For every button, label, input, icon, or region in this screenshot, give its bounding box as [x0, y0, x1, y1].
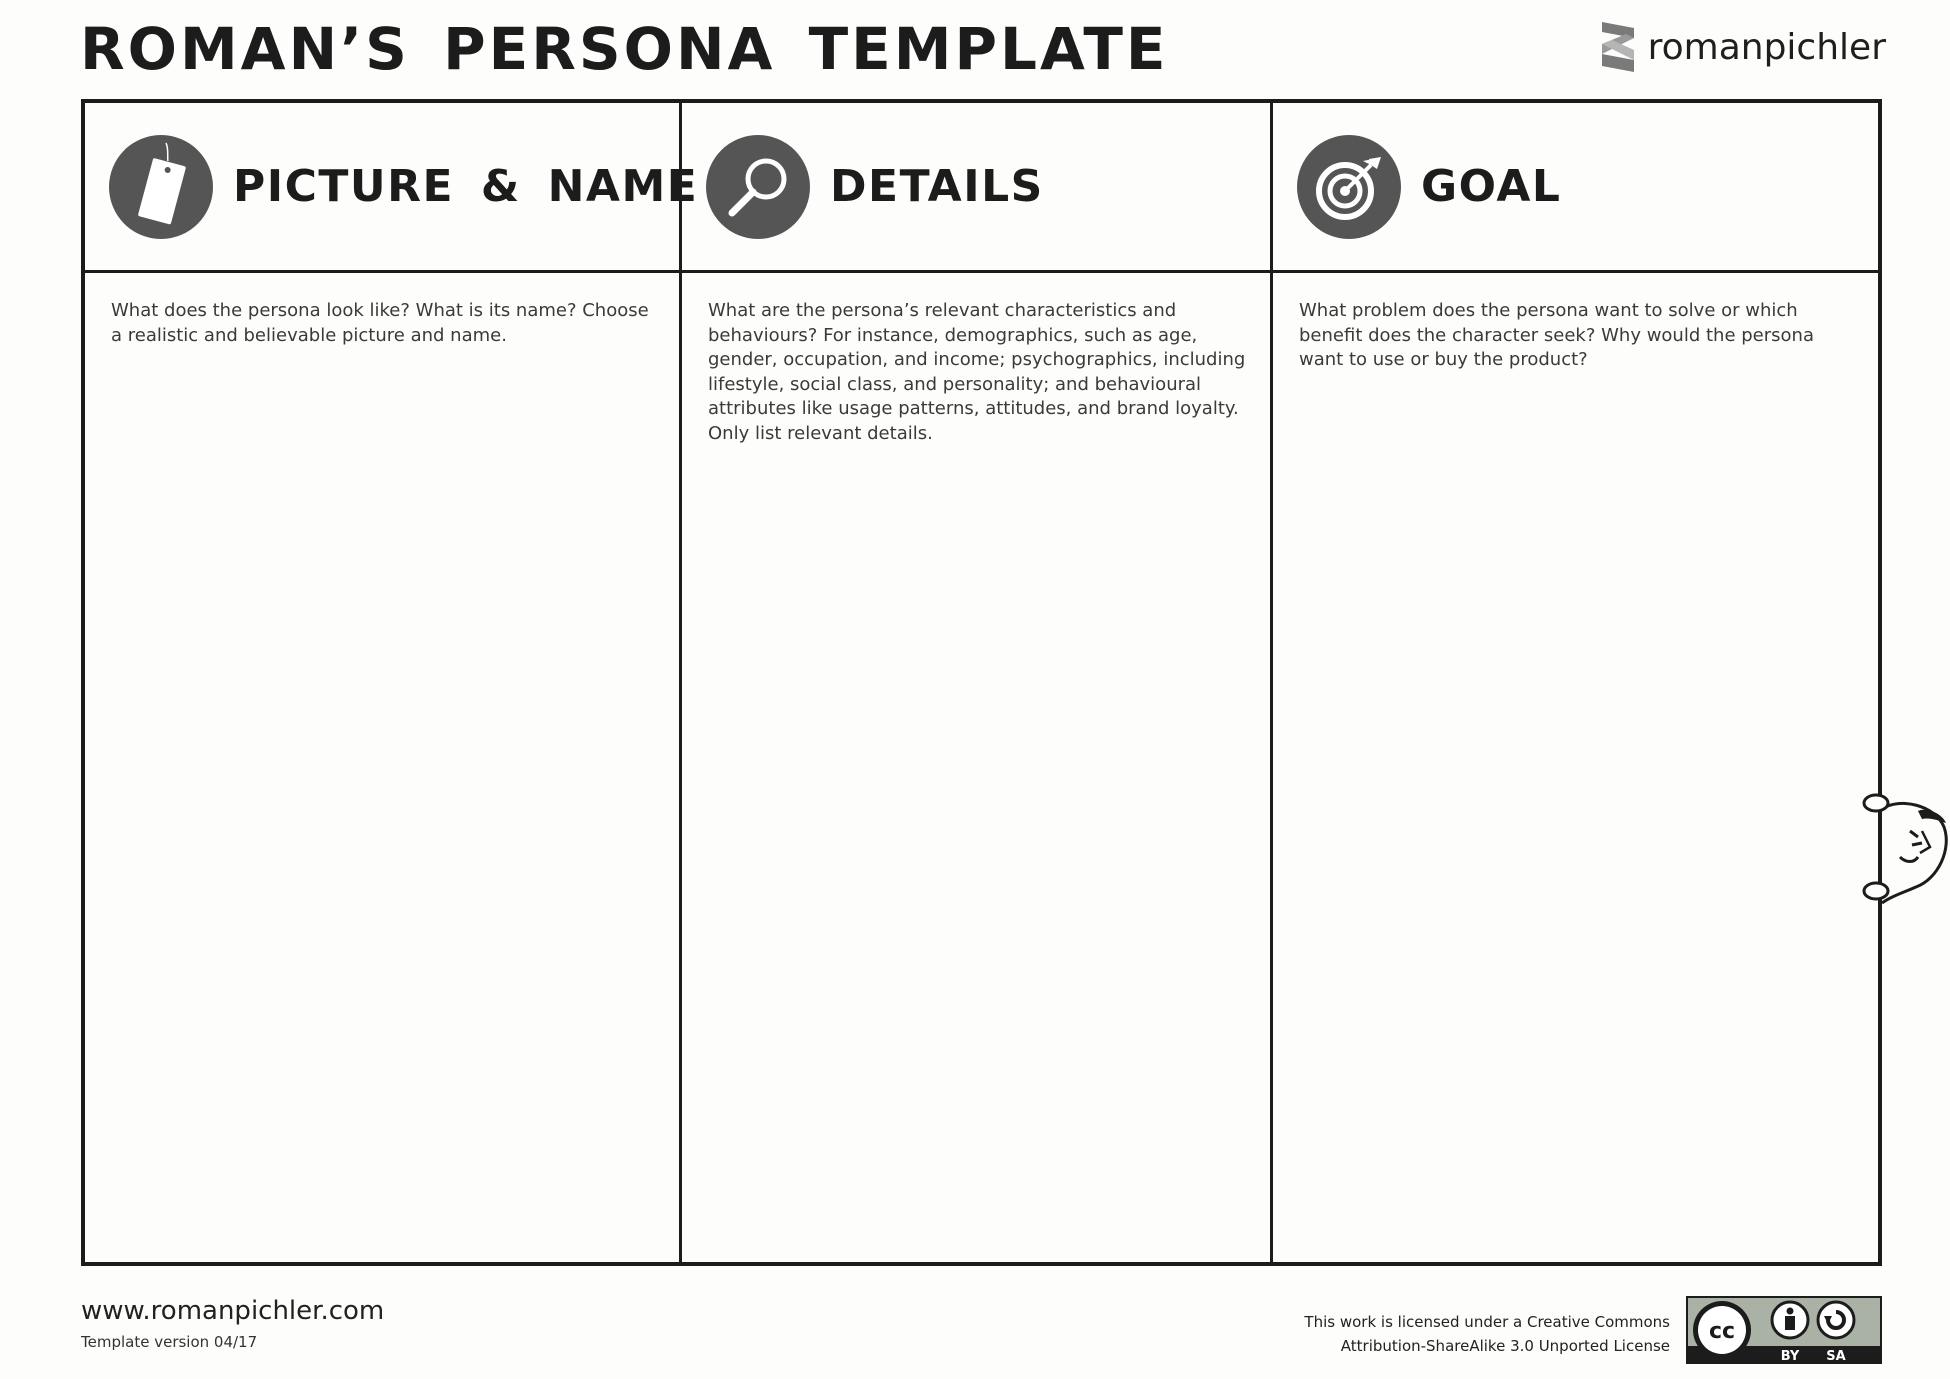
template-version: Template version 04/17: [81, 1333, 258, 1351]
sa-label: SA: [1826, 1349, 1846, 1364]
column-title: DETAILS: [830, 161, 1044, 212]
column-goal: [1270, 103, 1878, 1262]
cc-label: cc: [1708, 1319, 1736, 1344]
magnifier-icon: [706, 135, 810, 239]
cc-by-sa-badge[interactable]: [1686, 1296, 1882, 1364]
column-title: PICTURE & NAME: [233, 161, 699, 212]
logo-text: romanpichler: [1647, 26, 1886, 68]
persona-canvas: [81, 99, 1882, 1266]
brand-logo[interactable]: [1600, 20, 1886, 74]
by-label: BY: [1780, 1349, 1800, 1364]
romanpichler-logo-icon: [1600, 20, 1638, 74]
column-header: [682, 103, 1270, 273]
column-title: GOAL: [1421, 161, 1562, 212]
page-title: ROMAN’S PERSONA TEMPLATE: [80, 15, 1169, 83]
tag-icon: [109, 135, 213, 239]
license-line: This work is licensed under a Creative Commons: [1304, 1313, 1670, 1331]
column-prompt[interactable]: What does the persona look like? What is its name? Choose a realistic and believable picture and name.: [111, 300, 649, 346]
license-line: Attribution-ShareAlike 3.0 Unported License: [1340, 1337, 1670, 1355]
column-prompt[interactable]: What are the persona’s relevant characteristics and behaviours? For instance, demographics, such as age, gender, occupation, and income; psychographics, including lifestyle, social class, and personality; and behavioural attributes like usage patterns, attitudes, and brand loyalty. Only list relevant details.: [708, 300, 1246, 444]
peeking-character-illustration: [1860, 787, 1950, 917]
sa-icon: [1818, 1302, 1854, 1338]
column-picture-name: [85, 103, 699, 1262]
column-header: [1273, 103, 1878, 273]
column-header: [85, 103, 699, 273]
target-icon: [1297, 135, 1401, 239]
column-prompt[interactable]: What problem does the persona want to solve or which benefit does the character seek? Why would the persona want to use or buy the product?: [1299, 300, 1814, 370]
footer-url-link[interactable]: www.romanpichler.com: [81, 1296, 385, 1326]
license-text: [1304, 1310, 1670, 1358]
column-details: [679, 103, 1270, 1262]
